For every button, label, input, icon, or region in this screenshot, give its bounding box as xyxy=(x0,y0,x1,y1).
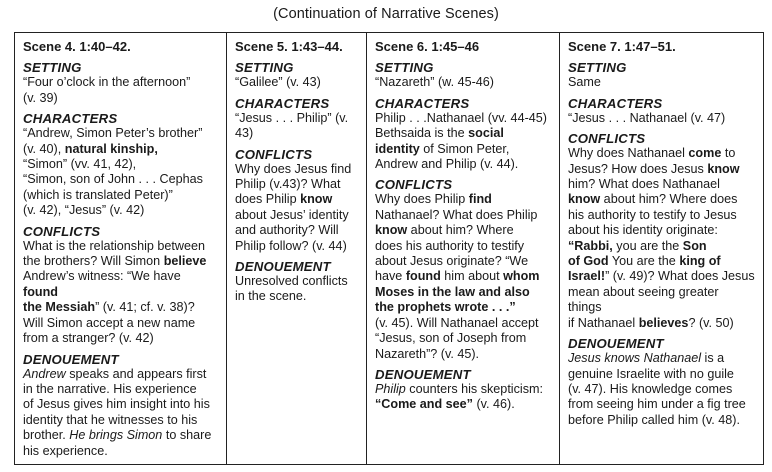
text-line: ” (v. 49)? What does Jesus xyxy=(605,269,755,284)
text-line: of Jesus gives him insight into his xyxy=(23,397,210,412)
scene-4-cell xyxy=(15,33,227,465)
text-line: him about xyxy=(440,269,504,284)
scene-7-conflicts xyxy=(568,146,755,331)
italic-text: He brings Simon xyxy=(69,428,163,443)
scene-4-characters xyxy=(23,126,218,218)
table-caption: (Continuation of Narrative Scenes) xyxy=(273,6,499,22)
emphasis: believe xyxy=(163,254,207,269)
text-line: in the narrative. His experience xyxy=(23,381,197,396)
text-line: about his identity originate: xyxy=(568,223,718,238)
emphasis: “Rabbi, xyxy=(568,238,613,253)
text-line: of Simon Peter, xyxy=(419,141,510,156)
text-line: have xyxy=(375,269,406,284)
text-line: ? (v. 50) xyxy=(688,315,734,330)
scene-7-cell xyxy=(560,33,764,465)
text-line: the brothers? Will Simon xyxy=(23,254,164,269)
scene-5-title: Scene 5. 1:43–44. xyxy=(235,39,343,54)
emphasis: Moses in the law and also xyxy=(375,284,530,299)
scene-6-characters-heading: CHARACTERS xyxy=(375,95,470,111)
text-line: genuine Israelite with no guile xyxy=(568,366,734,381)
text-line: Nazareth”? (v. 45). xyxy=(375,346,480,361)
scene-5-characters: “Jesus . . . Philip” (v. 43) xyxy=(235,110,349,141)
text-line: Will Simon accept a new name xyxy=(23,315,196,330)
emphasis: find xyxy=(468,192,492,207)
text-line: from a stranger? (v. 42) xyxy=(23,331,154,346)
scene-4-characters-heading: CHARACTERS xyxy=(23,111,118,127)
text-line: Andrew and Philip (v. 44). xyxy=(375,157,519,172)
text-line: counters his skepticism: xyxy=(405,381,543,396)
text-line: Unresolved conflicts xyxy=(235,274,348,289)
emphasis: the prophets wrote . . .” xyxy=(375,300,516,315)
text-line: speaks and appears first xyxy=(65,366,207,381)
text-line: to xyxy=(721,146,736,161)
text-line: “Andrew, Simon Peter’s brother” xyxy=(23,126,203,141)
scene-5-denouement-heading: DENOUEMENT xyxy=(235,259,331,275)
scene-6-setting: “Nazareth” (w. 45-46) xyxy=(375,75,494,90)
text-line: does his authority to testify xyxy=(375,238,525,253)
scene-4-conflicts-heading: CONFLICTS xyxy=(23,223,101,239)
scene-7-title: Scene 7. 1:47–51. xyxy=(568,39,676,54)
text-line: Nathanael? What does Philip xyxy=(375,207,538,222)
scene-4-title: Scene 4. 1:40–42. xyxy=(23,39,131,54)
scene-6-denouement-heading: DENOUEMENT xyxy=(375,366,471,382)
emphasis: natural kinship, xyxy=(64,141,158,156)
scene-5-cell xyxy=(227,33,367,465)
emphasis: king of xyxy=(679,254,721,269)
text-line: about him? Where xyxy=(407,223,514,238)
text-line: does Philip xyxy=(235,192,301,207)
scene-4-setting-line: “Four o’clock in the afternoon” xyxy=(23,75,191,90)
text-line: if Nathanael xyxy=(568,315,639,330)
scene-6-conflicts xyxy=(375,192,551,361)
scene-7-setting-heading: SETTING xyxy=(568,60,627,76)
text-line: brother. xyxy=(23,428,70,443)
scene-4-setting-line: (v. 39) xyxy=(23,90,58,105)
emphasis: come xyxy=(688,146,722,161)
scene-6-characters xyxy=(375,111,551,173)
text-line: “Simon, son of John . . . Cephas xyxy=(23,172,203,187)
text-line: (v. 47). His knowledge comes xyxy=(568,381,733,396)
scene-7-characters-heading: CHARACTERS xyxy=(568,95,663,111)
text-line: Why does Nathanael xyxy=(568,146,689,161)
scene-5-characters-heading: CHARACTERS xyxy=(235,95,330,111)
text-line: (v. 45). Will Nathanael accept xyxy=(375,315,539,330)
emphasis: found xyxy=(23,284,58,299)
text-line: ” (v. 41; cf. v. 38)? xyxy=(95,300,195,315)
scene-7-conflicts-heading: CONFLICTS xyxy=(568,131,646,147)
text-line: (v. 40), xyxy=(23,141,65,156)
text-line: him? What does Nathanael xyxy=(568,177,720,192)
scene-7-denouement xyxy=(568,351,755,428)
text-line: (v. 46). xyxy=(472,397,515,412)
scene-7-denouement-heading: DENOUEMENT xyxy=(568,336,664,352)
text-line: you are the xyxy=(612,238,683,253)
emphasis: know xyxy=(375,223,408,238)
emphasis: whom xyxy=(503,269,540,284)
emphasis: believes xyxy=(638,315,689,330)
text-line: about Jesus originate? “We xyxy=(375,254,529,269)
scene-5-setting: “Galilee” (v. 43) xyxy=(235,75,321,90)
emphasis: “Come and see” xyxy=(375,397,473,412)
emphasis: identity xyxy=(375,141,420,156)
text-line: “Simon” (vv. 41, 42), xyxy=(23,157,137,172)
text-line: and authority? Will xyxy=(235,223,339,238)
emphasis: Israel! xyxy=(568,269,606,284)
text-line: Andrew’s witness: “We have xyxy=(23,269,181,284)
text-line: his authority to testify to Jesus xyxy=(568,207,737,222)
scene-4-setting-heading: SETTING xyxy=(23,60,82,76)
narrative-scenes-table xyxy=(14,32,764,465)
text-line: about him? Where does xyxy=(600,192,738,207)
scene-7-characters: “Jesus . . . Nathanael (v. 47) xyxy=(568,110,726,125)
scene-4-denouement-heading: DENOUEMENT xyxy=(23,351,119,367)
scene-6-denouement xyxy=(375,382,551,413)
text-line: in the scene. xyxy=(235,289,307,304)
emphasis: know xyxy=(300,192,333,207)
text-line: (v. 42), “Jesus” (v. 42) xyxy=(23,203,145,218)
text-line: before Philip called him (v. 48). xyxy=(568,412,740,427)
text-line: “Jesus, son of Joseph from xyxy=(375,331,527,346)
scene-6-setting-heading: SETTING xyxy=(375,60,434,76)
text-line: identity that he witnesses to his xyxy=(23,412,198,427)
scene-6-cell xyxy=(367,33,560,465)
text-line: his experience. xyxy=(23,443,108,458)
scene-5-denouement xyxy=(235,274,358,305)
scene-4-setting xyxy=(23,75,218,106)
text-line: Why does Philip xyxy=(375,192,469,207)
scene-4-conflicts xyxy=(23,239,218,347)
text-line: to share xyxy=(162,428,212,443)
text-line: Philip follow? (v. 44) xyxy=(235,238,347,253)
scene-6-conflicts-heading: CONFLICTS xyxy=(375,177,453,193)
scene-6-title: Scene 6. 1:45–46 xyxy=(375,39,480,54)
emphasis: know xyxy=(568,192,601,207)
scene-5-conflicts-heading: CONFLICTS xyxy=(235,146,313,162)
scene-5-setting-heading: SETTING xyxy=(235,60,294,76)
text-line: What is the relationship between xyxy=(23,238,206,253)
emphasis: Son xyxy=(682,238,707,253)
text-line: from seeing him under a fig tree xyxy=(568,397,746,412)
text-line: Why does Jesus find xyxy=(235,161,352,176)
text-line: Bethsaida is the xyxy=(375,126,469,141)
text-line: Jesus? How does Jesus xyxy=(568,161,708,176)
italic-text: Andrew xyxy=(23,366,66,381)
emphasis: found xyxy=(405,269,441,284)
emphasis: of God xyxy=(568,254,609,269)
text-line: is a xyxy=(701,351,725,366)
italic-text: Jesus knows Nathanael xyxy=(568,351,702,366)
emphasis: know xyxy=(707,161,740,176)
emphasis: social xyxy=(468,126,504,141)
text-line: Philip . . .Nathanael (vv. 44-45) xyxy=(375,110,547,125)
scene-4-denouement xyxy=(23,367,218,459)
text-line: (which is translated Peter)” xyxy=(23,187,173,202)
emphasis: the Messiah xyxy=(23,300,96,315)
text-line: Philip (v.43)? What xyxy=(235,177,341,192)
scene-5-conflicts xyxy=(235,162,358,254)
scene-7-setting: Same xyxy=(568,75,601,90)
italic-text: Philip xyxy=(375,381,406,396)
text-line: mean about seeing greater things xyxy=(568,284,719,315)
text-line: You are the xyxy=(608,254,680,269)
text-line: about Jesus’ identity xyxy=(235,207,349,222)
